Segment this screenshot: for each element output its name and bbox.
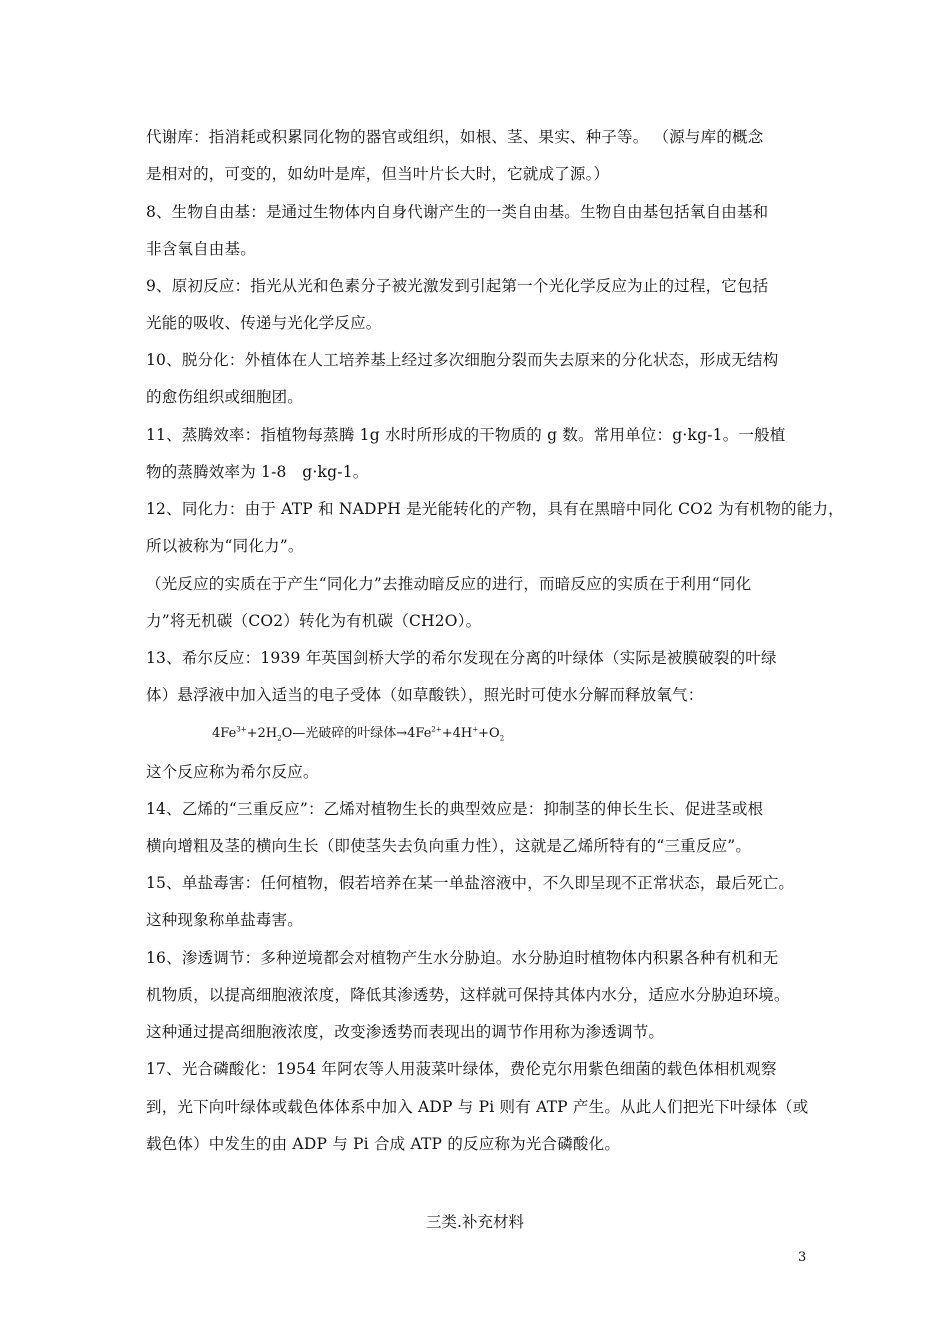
text-line: 的愈伤组织或细胞团。 — [146, 388, 304, 406]
text-line: 12、同化力：由于 ATP 和 NADPH 是光能转化的产物，具有在黑暗中同化 CO2 为有机物的能力， — [146, 500, 844, 518]
section-heading: 三类.补充材料 — [426, 1213, 524, 1231]
text-line: 17、光合磷酸化：1954 年阿农等人用菠菜叶绿体，费伦克尔用紫色细菌的载色体相机观察 — [146, 1060, 777, 1078]
hill-reaction-equation: $4Fe^{3+}+2H_2O—$光破碎的叶绿体$\to 4Fe^{2+}+4H^++O_2$ — [212, 725, 505, 743]
text-line: 8、生物自由基：是通过生物体内自身代谢产生的一类自由基。生物自由基包括氧自由基和 — [146, 203, 769, 221]
text-line: 13、希尔反应：1939 年英国剑桥大学的希尔发现在分离的叶绿体（实际是被膜破裂的叶绿 — [146, 649, 777, 667]
text-line: 光能的吸收、传递与光化学反应。 — [146, 314, 382, 332]
text-line: 10、脱分化：外植体在人工培养基上经过多次细胞分裂而失去原来的分化状态，形成无结构 — [146, 351, 779, 369]
page-number: 3 — [798, 1250, 807, 1265]
text-line: 代谢库：指消耗或积累同化物的器官或组织，如根、茎、果实、种子等。 （源与库的概念 — [146, 128, 764, 146]
text-line: 载色体）中发生的由 ADP 与 Pi 合成 ATP 的反应称为光合磷酸化。 — [146, 1135, 621, 1153]
text-line: 所以被称为“同化力”。 — [146, 537, 304, 555]
text-line: 11、蒸腾效率：指植物每蒸腾 1g 水时所形成的干物质的 g 数。常用单位：g·kg-1。一般植 — [146, 426, 786, 444]
text-line: 14、乙烯的“三重反应”：乙烯对植物生长的典型效应是：抑制茎的伸长生长、促进茎或根 — [146, 800, 764, 818]
text-line: 这个反应称为希尔反应。 — [146, 763, 319, 781]
text-line: 9、原初反应：指光从光和色素分子被光激发到引起第一个光化学反应为止的过程，它包括 — [146, 277, 769, 295]
text-line: 15、单盐毒害：任何植物，假若培养在某一单盐溶液中，不久即呈现不正常状态，最后死亡。 — [146, 874, 795, 892]
text-line: 是相对的，可变的，如幼叶是库，但当叶片长大时，它就成了源。） — [146, 165, 610, 183]
text-line: 16、渗透调节：多种逆境都会对植物产生水分胁迫。水分胁迫时植物体内积累各种有机和无 — [146, 949, 779, 967]
text-line: 到，光下向叶绿体或载色体体系中加入 ADP 与 Pi 则有 ATP 产生。从此人们把光下叶绿体（或 — [146, 1098, 809, 1116]
text-line: 这种通过提高细胞液浓度，改变渗透势而表现出的调节作用称为渗透调节。 — [146, 1023, 665, 1041]
text-line: 这种现象称单盐毒害。 — [146, 911, 304, 929]
text-line: 物的蒸腾效率为 1-8 g·kg-1。 — [146, 463, 369, 481]
text-line: （光反应的实质在于产生“同化力”去推动暗反应的进行，而暗反应的实质在于利用“同化 — [146, 575, 752, 593]
text-line: 力”将无机碳（CO2）转化为有机碳（CH2O）。 — [146, 612, 482, 630]
text-line: 机物质，以提高细胞液浓度，降低其渗透势，这样就可保持其体内水分，适应水分胁迫环境。 — [146, 986, 790, 1004]
text-line: 非含氧自由基。 — [146, 240, 256, 258]
text-line: 横向增粗及茎的横向生长（即使茎失去负向重力性），这就是乙烯所特有的“三重反应”。 — [146, 837, 752, 855]
text-line: 体）悬浮液中加入适当的电子受体（如草酸铁），照光时可使水分解而释放氧气： — [146, 686, 704, 704]
